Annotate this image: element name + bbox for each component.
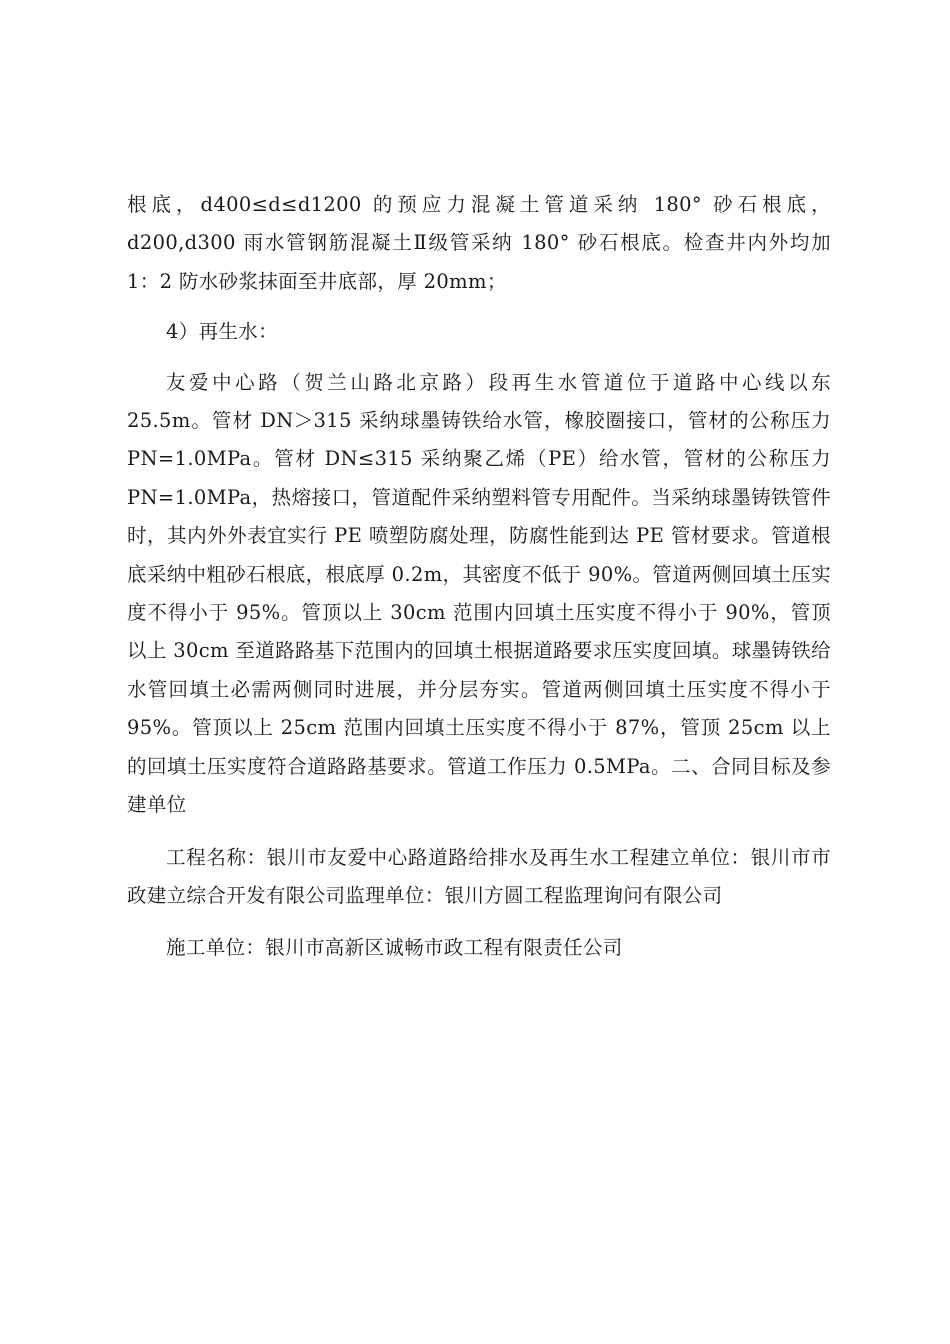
paragraph-reclaimed-water-pipe-spec: 友爱中心路（贺兰山路北京路）段再生水管道位于道路中心线以东 25.5m。管材 DN＞315 采纳球墨铸铁给水管，橡胶圈接口，管材的公称压力 PN=1.0MPa。管材 DN≤315 采纳聚乙烯（PE）给水管，管材的公称压力 PN=1.0MPa，热熔接口，管道配件采纳塑料管专用配件。当采纳球墨铸铁管件时，其内外外表宜实行 PE 喷塑防腐处理，防腐性能到达 PE 管材要求。管道根底采纳中粗砂石根底，根底厚 0.2m，其密度不低于 90%。管道两侧回填土压实度不得小于 95%。管顶以上 30cm 范围内回填土压实度不得小于 90%，管顶以上 30cm 至道路路基下范围内的回填土根据道路要求压实度回填。球墨铸铁给水管回填土必需两侧同时进展，并分层夯实。管道两侧回填土压实度不得小于 95%。管顶以上 25cm 范围内回填土压实度不得小于 87%，管顶 25cm 以上的回填土压实度符合道路路基要求。管道工作压力 0.5MPa。二、合同目标及参建单位 <box>127 370 831 817</box>
paragraph-section-heading-reclaimed-water: 4）再生水： <box>166 320 279 344</box>
document-body <box>127 186 831 968</box>
paragraph-foundation-continued: 根底，d400≤d≤d1200 的预应力混凝土管道采纳 180° 砂石根底，d200,d300 雨水管钢筋混凝土Ⅱ级管采纳 180° 砂石根底。检查井内外均加 1：2 防水砂浆抹面至井底部，厚 20mm； <box>127 193 831 293</box>
paragraph-project-name-and-units: 工程名称：银川市友爱中心路道路给排水及再生水工程建立单位：银川市市政建立综合开发有限公司监理单位：银川方圆工程监理询问有限公司 <box>127 845 831 907</box>
paragraph-construction-unit: 施工单位：银川市高新区诚畅市政工程有限责任公司 <box>166 936 623 960</box>
